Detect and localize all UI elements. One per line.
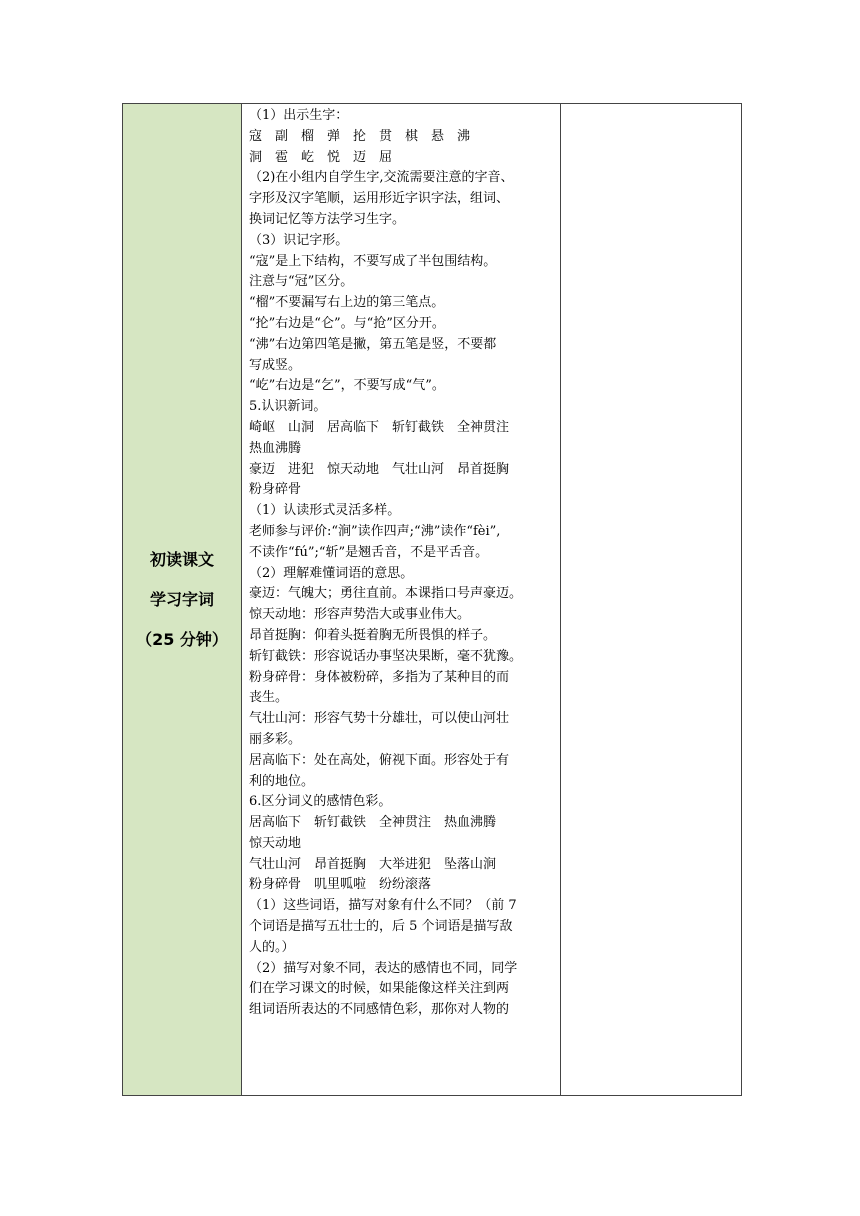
content-line: （3）识记字形。 <box>249 232 349 248</box>
content-line: 利的地位。 <box>249 773 315 789</box>
content-line: 斩钉截铁：形容说话办事坚决果断，毫不犹豫。 <box>249 648 523 664</box>
content-line: “屹”右边是“乞”，不要写成“气”。 <box>249 378 445 394</box>
content-line: 换词记忆等方法学习生字。 <box>249 211 406 227</box>
section-label-line3: （25 分钟） <box>136 629 228 649</box>
content-line: 字形及汉字笔顺，运用形近字识字法，组词、 <box>249 191 510 207</box>
content-line: （2）理解难懂词语的意思。 <box>249 565 414 581</box>
content-line: 居高临下 斩钉截铁 全神贯注 热血沸腾 <box>249 815 497 831</box>
content-line: 豪迈：气魄大；勇往直前。本课指口号声豪迈。 <box>249 586 523 602</box>
content-line: （1）出示生字： <box>249 108 349 123</box>
content-line: 居高临下：处在高处，俯视下面。形容处于有 <box>249 752 510 768</box>
content-line: 惊天动地 <box>249 835 302 851</box>
content-line: 昂首挺胸：仰着头挺着胸无所畏惧的样子。 <box>249 627 497 643</box>
content-line: 寇 副 榴 弹 抡 贯 棋 悬 沸 <box>249 128 471 144</box>
content-line: 丧生。 <box>249 690 289 706</box>
content-line: 6.区分词义的感情色彩。 <box>249 794 392 810</box>
content-line: 个词语是描写五壮士的，后 5 个词语是描写敌 <box>249 919 513 935</box>
section-label-cell <box>123 104 242 1095</box>
notes-cell <box>561 104 741 1095</box>
content-line: 们在学习课文的时候，如果能像这样关注到两 <box>249 981 510 997</box>
content-line: 5.认识新词。 <box>249 399 327 415</box>
content-line: “榴”不要漏写右上边的第三笔点。 <box>249 295 445 311</box>
content-line: 豪迈 进犯 惊天动地 气壮山河 昂首挺胸 <box>249 461 510 477</box>
content-line: 热血沸腾 <box>249 440 302 456</box>
content-line: （2)在小组内自学生字,交流需要注意的字音、 <box>249 170 514 186</box>
content-line: 气壮山河 昂首挺胸 大举进犯 坠落山涧 <box>249 856 497 872</box>
content-cell <box>242 104 561 1095</box>
content-line: （1）这些词语，描写对象有什么不同？（前 7 <box>249 898 517 914</box>
content-line: 老师参与评价:“涧”读作四声;“沸”读作“fèi”, <box>249 523 501 539</box>
content-line: 洞 雹 屹 悦 迈 屈 <box>249 149 393 165</box>
content-line: 崎岖 山洞 居高临下 斩钉截铁 全神贯注 <box>249 419 510 435</box>
content-line: 不读作“fú”;“斩”是翘舌音，不是平舌音。 <box>249 544 489 560</box>
content-line: 惊天动地：形容声势浩大或事业伟大。 <box>249 607 471 623</box>
content-line: 注意与“冠”区分。 <box>249 274 354 290</box>
section-label-line2: 学习字词 <box>149 589 214 609</box>
content-line: 粉身碎骨 <box>249 482 302 498</box>
content-line: “寇”是上下结构，不要写成了半包围结构。 <box>249 253 497 269</box>
content-line: “抡”右边是“仑”。与“抢”区分开。 <box>249 315 445 331</box>
content-line: 粉身碎骨：身体被粉碎，多指为了某种目的而 <box>249 669 510 685</box>
content-line: 写成竖。 <box>249 357 302 373</box>
content-line: 人的。） <box>249 939 295 955</box>
content-line: 组词语所表达的不同感情色彩，那你对人物的 <box>249 1002 510 1018</box>
content-line: （2）描写对象不同，表达的感情也不同，同学 <box>249 960 518 976</box>
content-line: 气壮山河：形容气势十分雄壮，可以使山河壮 <box>249 711 510 727</box>
lesson-table <box>122 103 742 1096</box>
content-line: “沸”右边第四笔是撇，第五笔是竖，不要都 <box>249 336 497 352</box>
content-line: 丽多彩。 <box>249 731 302 747</box>
content-line: 粉身碎骨 叽里呱啦 纷纷滚落 <box>249 877 432 893</box>
content-line: （1）认读形式灵活多样。 <box>249 503 401 519</box>
section-label-line1: 初读课文 <box>149 549 214 569</box>
